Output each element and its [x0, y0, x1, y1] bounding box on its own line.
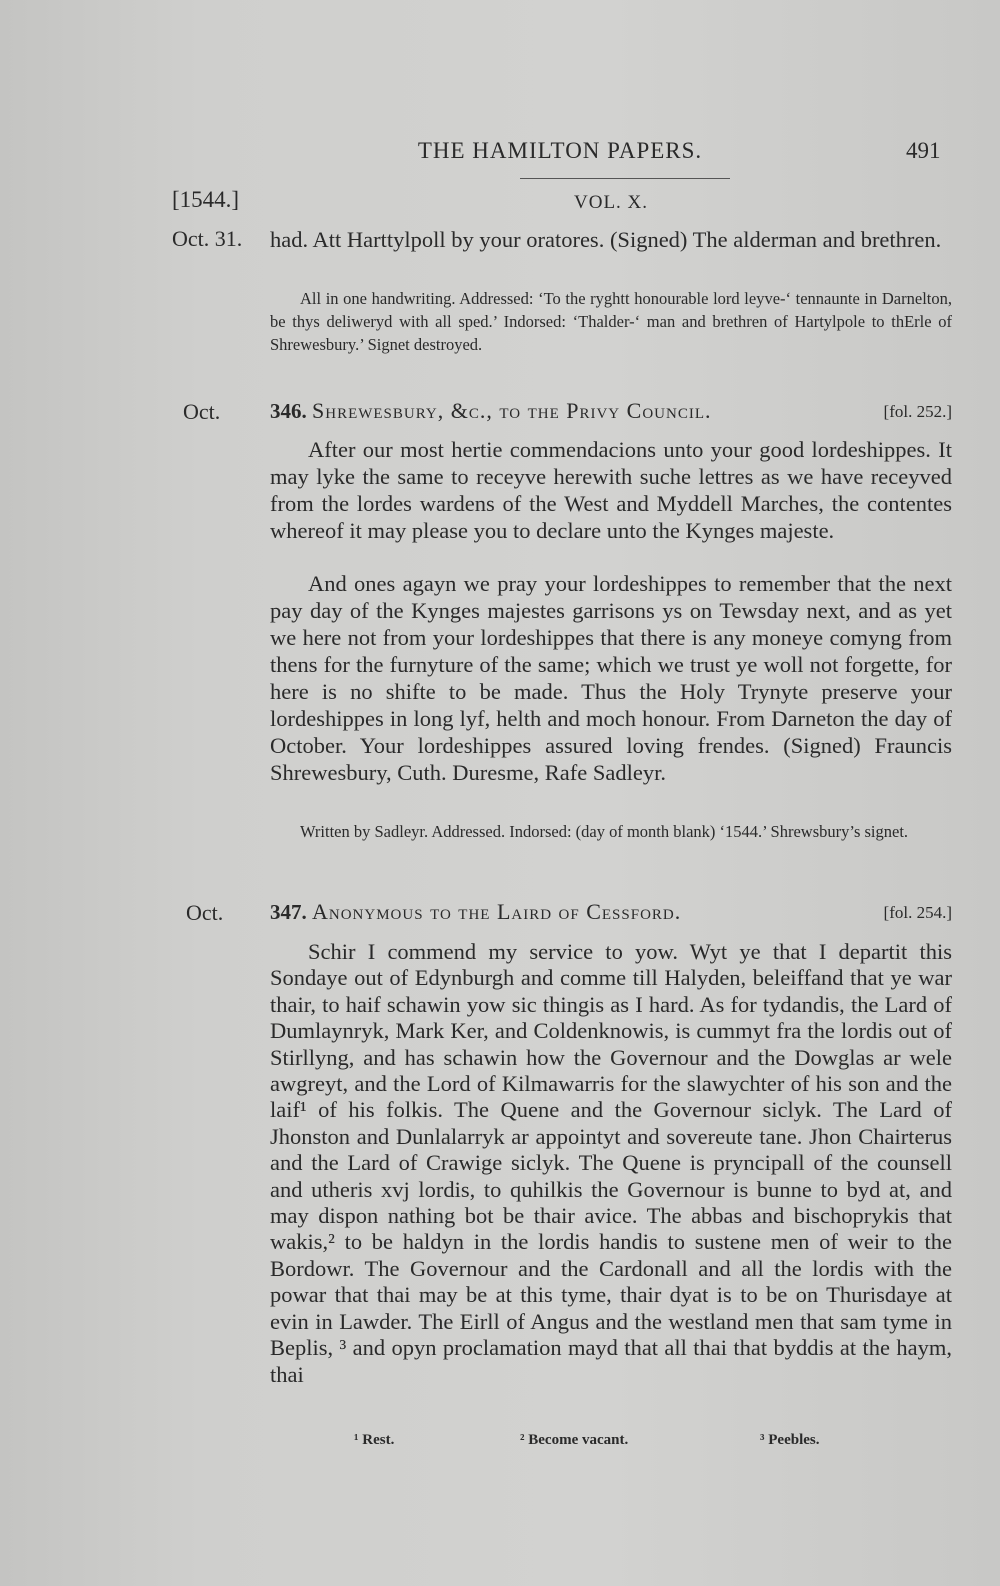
footnote: ² Become vacant. — [520, 1432, 629, 1448]
entry-number: 347. — [270, 900, 307, 924]
margin-date: Oct. 31. — [172, 226, 243, 251]
editorial-note: Written by Sadleyr. Addressed. Indorsed: (day of month blank) ‘1544.’ Shrewsbury’s signet. — [300, 822, 909, 841]
folio-reference: [fol. 252.] — [883, 402, 952, 421]
entry-heading — [270, 899, 952, 925]
footnote: ³ Peebles. — [760, 1432, 820, 1448]
entry-number: 346. — [270, 399, 307, 423]
continued-text: had. Att Harttylpoll by your oratores. (Signed) The alderman and brethren. — [270, 227, 942, 252]
entry-title: Shrewesbury, &c., to the Privy Council. — [312, 398, 712, 423]
editorial-note: All in one handwriting. Addressed: ‘To the ryghtt honourable lord leyve-‘ tennaunte in Darnelton, be thys deliweryd with all sped.’ Indorsed: ‘Thalder-‘ man and brethren of Hartylpole to thErle of Shrewesbury.’ Signet destroyed. — [270, 289, 952, 354]
header-rule — [520, 178, 730, 179]
page-number: 491 — [906, 138, 941, 163]
margin-date: Oct. — [183, 399, 221, 424]
volume-label: VOL. X. — [574, 192, 649, 213]
footnote: ¹ Rest. — [354, 1432, 395, 1448]
book-title: THE HAMILTON PAPERS. — [417, 138, 703, 163]
year-label: [1544.] — [172, 187, 240, 212]
entry-title: Anonymous to the Laird of Cessford. — [312, 899, 682, 924]
letter-paragraph: And ones agayn we pray your lordeshippes to remember that the next pay day of the Kynges majestes garrisons ys on Tewsday next, and as yet we here not from your lordeshippes that there is any moneye comyng from thens for the furnyture of the same; which we trust ye woll not forgette, for here is no shifte to be made. Thus the Holy Trynyte preserve your lordeshippes in long lyf, helth and moch honour. From Darneton the day of October. Your lordeshippes assured loving frendes. (Signed) Frauncis Shrewesbury, Cuth. Duresme, Rafe Sadleyr. — [270, 571, 952, 785]
margin-date: Oct. — [186, 900, 224, 925]
running-header — [0, 138, 1000, 164]
letter-paragraph: After our most hertie commendacions unto your good lordeshippes. It may lyke the same to receyve herewith suche lettres as we have receyved from the lordes wardens of the West and Myddell Marches, the contentes whereof it may please you to declare unto the Kynges majeste. — [270, 437, 952, 543]
letter-paragraph: Schir I commend my service to yow. Wyt ye that I departit this Sondaye out of Edynburgh and comme till Halyden, beleiffand that ye war thair, to haif schawin yow sic thingis as I hard. As for tydandis, the Lard of Dumlaynryk, Mark Ker, and Coldenknowis, is cummyt fra the lordis out of Stirllyng, and has schawin how the Governour and the Dowglas ar wele awgreyt, and the Lord of Kilmawarris for the slawychter of his son and the laif¹ of his folkis. The Quene and the Governour siclyk. The Lard of Jhonston and Dunlalarryk ar appointyt and sovereute tane. Jhon Chairterus and the Lard of Crawige siclyk. The Quene is pryncipall of the counsell and utheris xvj lordis, to quhilkis the Governour is bunne to byd at, and may dispon nathing bot be thair avice. The abbas and bischoprykis that wakis,² to be haldyn in the lordis handis to sustene men of weir to the Bordowr. The Governour and the Cardonall and all the lordis with the powar that thai may be at this tyme, thair dyat is to be on Thurisdaye at evin in Lawder. The Eirll of Angus and the westland men that sam tyme in Beplis, ³ and opyn proclamation mayd that all thai that byddis at the haym, thai — [270, 939, 952, 1387]
entry-heading — [270, 398, 952, 424]
folio-reference: [fol. 254.] — [883, 903, 952, 922]
